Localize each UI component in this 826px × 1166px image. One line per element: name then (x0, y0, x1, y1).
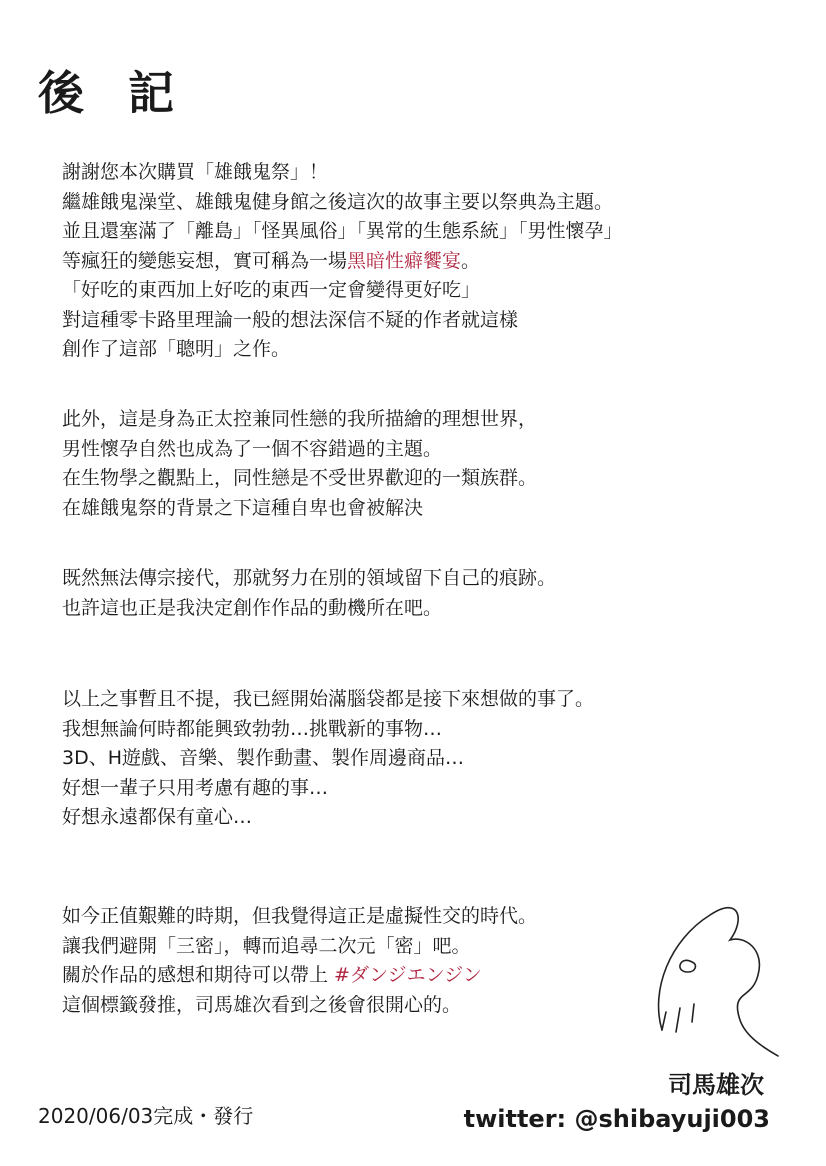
text-line: 對這種零卡路里理論一般的想法深信不疑的作者就這樣 (62, 308, 519, 331)
paragraph-1 (62, 158, 623, 365)
text-line: 好想永遠都保有童心… (62, 806, 253, 828)
text-line: 男性懷孕自然也成為了一個不容錯過的主題。 (62, 437, 443, 460)
text-line: 在雄餓鬼祭的背景之下這種自卑也會被解決 (62, 496, 424, 519)
text-line: 以上之事暫且不提，我已經開始滿腦袋都是接下來想做的事了。 (62, 688, 595, 710)
page-title: 後 記 (38, 66, 189, 120)
text-line: 讓我們避開「三密」，轉而追尋二次元「密」吧。 (62, 934, 471, 957)
text-line: 好想一輩子只用考慮有趣的事… (62, 776, 329, 799)
text-line: 繼雄餓鬼澡堂、雄餓鬼健身館之後這次的故事主要以祭典為主題。 (62, 190, 614, 213)
text-line: 關於作品的感想和期待可以帶上 #ダンジエンジン (62, 964, 482, 986)
publish-date: 2020/06/03完成・發行 (38, 1104, 254, 1128)
hashtag-text: #ダンジエンジン (334, 964, 482, 986)
text-line: 此外，這是身為正太控兼同性戀的我所描繪的理想世界， (62, 408, 538, 430)
text-line: 也許這也正是我決定創作作品的動機所在吧。 (62, 596, 443, 619)
text-line: 並且還塞滿了「離島」「怪異風俗」「異常的生態系統」「男性懷孕」 (62, 220, 623, 242)
paragraph-2 (62, 405, 537, 523)
paragraph-4 (62, 685, 594, 833)
twitter-handle: twitter: @shibayuji003 (463, 1105, 770, 1133)
author-name: 司馬雄次 (668, 1071, 764, 1099)
paragraph-5 (62, 902, 537, 1020)
text-line: 在生物學之觀點上，同性戀是不受世界歡迎的一類族群。 (62, 467, 538, 489)
text-line: 既然無法傳宗接代，那就努力在別的領域留下自己的痕跡。 (62, 567, 557, 589)
paragraph-3 (62, 564, 556, 623)
text-line: 等瘋狂的變態妄想，實可稱為一場黑暗性癖饗宴。 (62, 249, 481, 272)
text-line: 謝謝您本次購買「雄餓鬼祭」！ (62, 161, 329, 183)
text-line: 這個標籤發推，司馬雄次看到之後會很開心的。 (62, 993, 462, 1016)
text-line: 「好吃的東西加上好吃的東西一定會變得更好吃」 (62, 279, 481, 301)
highlight-text: 黑暗性癖饗宴 (347, 249, 462, 272)
text-line: 如今正值艱難的時期，但我覺得這正是虛擬性交的時代。 (62, 905, 538, 927)
text-line: 創作了這部「聰明」之作。 (62, 338, 291, 360)
signature-drawing (640, 880, 780, 1060)
text-line: 我想無論何時都能興致勃勃…挑戰新的事物… (62, 717, 443, 740)
text-line: 3D、H遊戲、音樂、製作動畫、製作周邊商品… (62, 747, 465, 769)
